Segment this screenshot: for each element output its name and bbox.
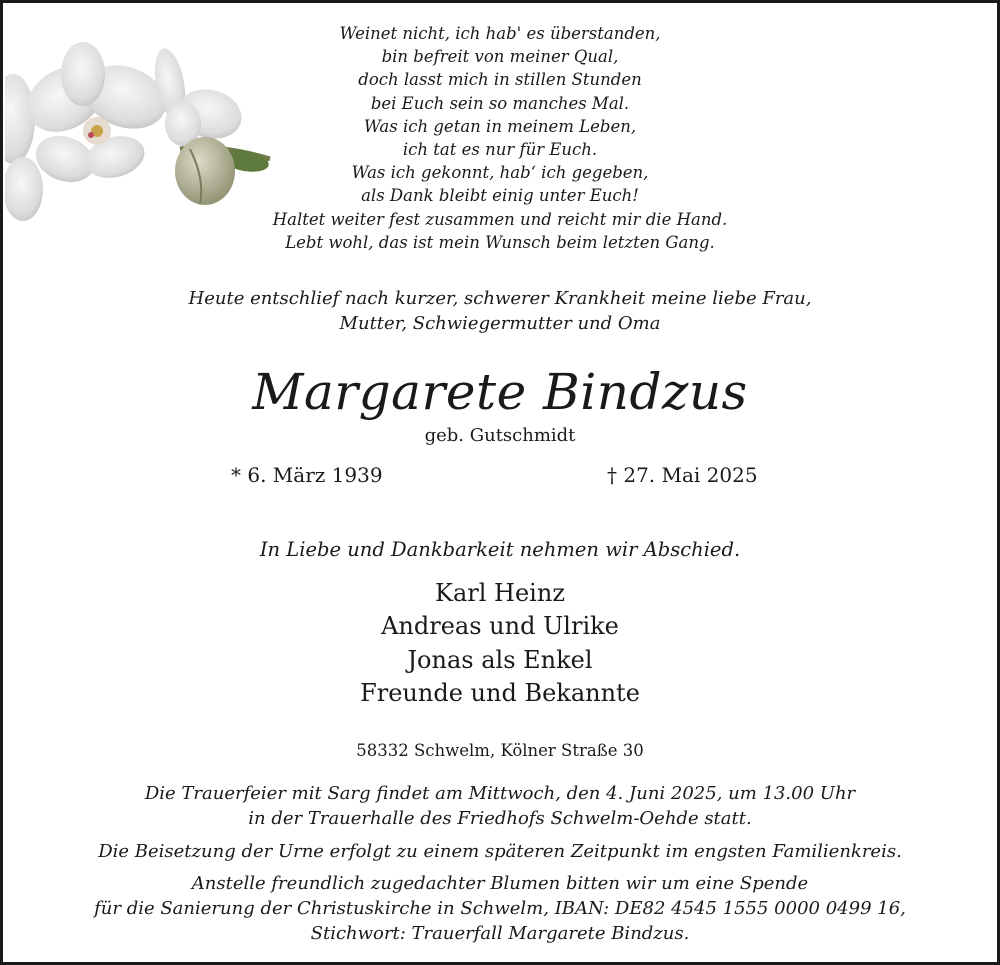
donation-line: für die Sanierung der Christuskirche in Schwelm, IBAN: DE82 4545 1555 0000 0499 16, (94, 898, 906, 919)
donation-line: Anstelle freundlich zugedachter Blumen bitten wir um eine Spende (191, 873, 809, 894)
poem-line: doch lasst mich in stillen Stunden (358, 70, 642, 90)
funeral-info (3, 781, 997, 831)
announcement-line: Mutter, Schwiegermutter und Oma (339, 313, 661, 334)
burial-info: Die Beisetzung der Urne erfolgt zu einem späteren Zeitpunkt im engsten Familienkreis. (98, 841, 902, 862)
mourner: Jonas als Enkel (407, 645, 593, 674)
announcement-line: Heute entschlief nach kurzer, schwerer Krankheit meine liebe Frau, (188, 288, 812, 309)
mourner: Freunde und Bekannte (360, 678, 640, 707)
poem-line: bin befreit von meiner Qual, (381, 47, 619, 67)
birth-date: * 6. März 1939 (231, 463, 383, 487)
poem (3, 22, 997, 254)
deceased-name: Margarete Bindzus (252, 363, 748, 421)
funeral-line: Die Trauerfeier mit Sarg findet am Mittwoch, den 4. Juni 2025, um 13.00 Uhr (144, 783, 856, 804)
poem-line: als Dank bleibt einig unter Euch! (361, 186, 639, 206)
mourner: Karl Heinz (435, 579, 565, 607)
death-announcement (3, 286, 997, 336)
address: 58332 Schwelm, Kölner Straße 30 (356, 741, 644, 760)
poem-line: bei Euch sein so manches Mal. (370, 93, 630, 113)
poem-line: Weinet nicht, ich hab' es überstanden, (339, 24, 661, 43)
donation-line: Stichwort: Trauerfall Margarete Bindzus. (310, 923, 690, 944)
funeral-line: in der Trauerhalle des Friedhofs Schwelm-Oehde statt. (248, 808, 752, 829)
poem-line: ich tat es nur für Euch. (402, 140, 598, 160)
mourners-list (3, 577, 997, 710)
poem-line: Was ich getan in meinem Leben, (363, 116, 637, 136)
birth-name: geb. Gutschmidt (424, 425, 576, 446)
poem-line: Was ich gekonnt, hab‘ ich gegeben, (351, 163, 649, 183)
poem-line: Lebt wohl, das ist mein Wunsch beim letzten Gang. (285, 232, 715, 252)
donation-info (3, 871, 997, 946)
mourner: Andreas und Ulrike (381, 612, 619, 641)
poem-line: Haltet weiter fest zusammen und reicht mir die Hand. (272, 209, 728, 229)
farewell-text: In Liebe und Dankbarkeit nehmen wir Abschied. (259, 538, 741, 561)
death-date: † 27. Mai 2025 (607, 463, 758, 487)
